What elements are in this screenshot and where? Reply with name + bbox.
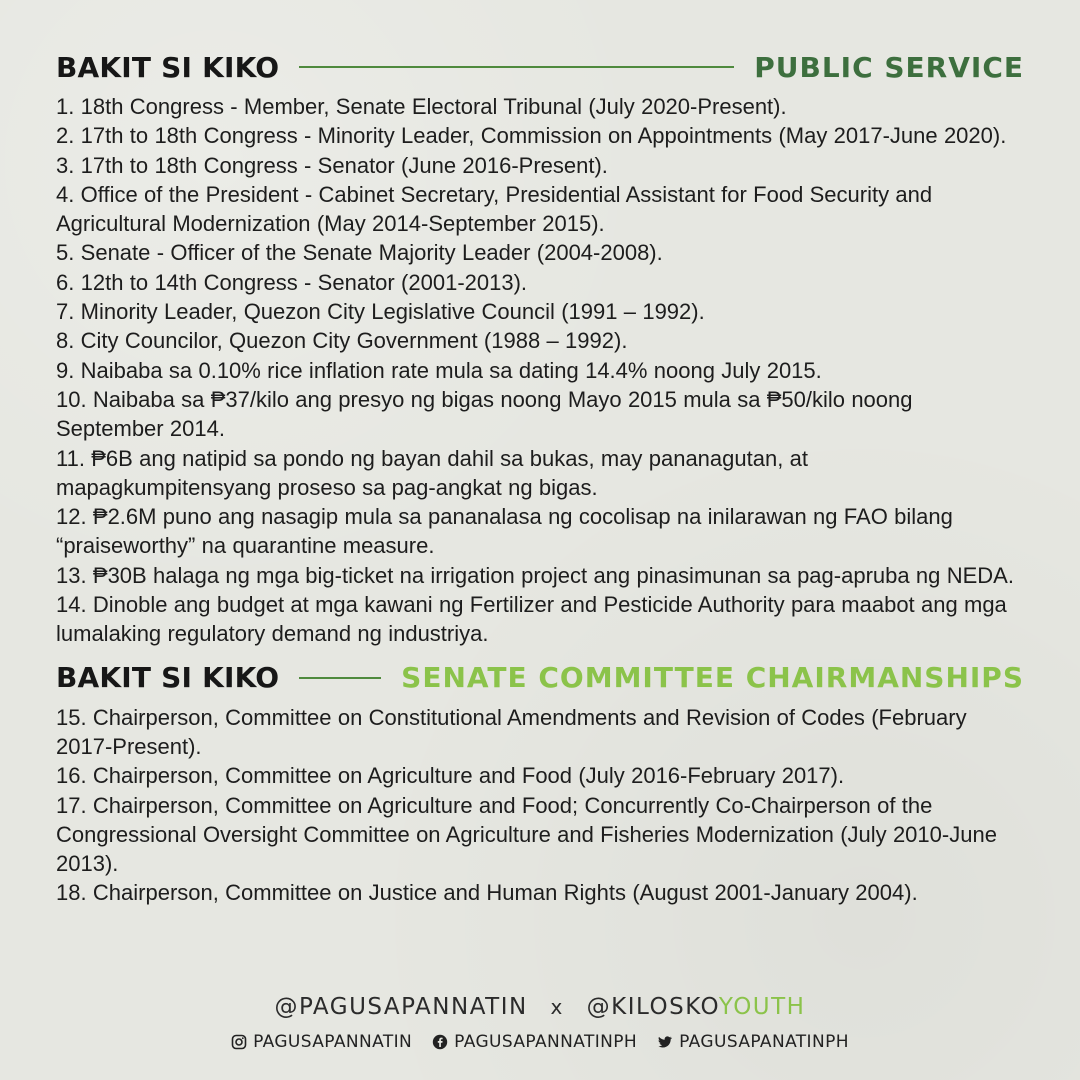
kiloskoyouth-green-text: YOUTH [718,994,806,1020]
list-item: 12. ₱2.6M puno ang nasagip mula sa pananalasa ng cocolisap na inilarawan ng FAO bilang “praiseworthy” na quarantine measure. [56,504,953,559]
kiloskoyouth-handle[interactable] [587,994,806,1020]
pagusapannatin-handle[interactable]: @PAGUSAPANNATIN [274,994,528,1020]
list-item: 14. Dinoble ang budget at mga kawani ng Fertilizer and Pesticide Authority para maabot ang mga lumalaking regulatory demand ng industriya. [56,592,1007,647]
list-item: 5. Senate - Officer of the Senate Majority Leader (2004-2008). [56,240,663,266]
list-item: 3. 17th to 18th Congress - Senator (June 2016-Present). [56,152,608,178]
social-links [0,1032,1080,1052]
footer [0,992,1080,1052]
header-divider-line [299,66,734,68]
facebook-icon [432,1034,448,1050]
facebook-label: PAGUSAPANNATINPH [454,1032,638,1052]
list-item: 4. Office of the President - Cabinet Secretary, Presidential Assistant for Food Security and Agricultural Modernization (May 2014-September 2015). [56,181,933,237]
list-item: 10. Naibaba sa ₱37/kilo ang presyo ng bigas noong Mayo 2015 mula sa ₱50/kilo noong September 2014. [56,386,913,442]
list-item: 13. ₱30B halaga ng mga big-ticket na irrigation project ang pinasimunan sa pag-apruba ng NEDA. [56,562,1014,588]
list-item: 8. City Councilor, Quezon City Government (1988 – 1992). [56,328,628,354]
instagram-link[interactable] [231,1032,412,1052]
section-left-heading: BAKIT SI KIKO [56,50,280,84]
twitter-link[interactable] [657,1032,849,1052]
list-item: 7. Minority Leader, Quezon City Legislative Council (1991 – 1992). [56,299,705,325]
list-item: 6. 12th to 14th Congress - Senator (2001-2013). [56,269,528,295]
kiloskoyouth-dark-text: KILOSKO [611,994,719,1020]
list-item: 1. 18th Congress - Member, Senate Electoral Tribunal (July 2020-Present). [56,94,787,119]
section-left-heading: BAKIT SI KIKO [56,661,280,695]
header-divider-line [299,677,381,679]
list-item: 15. Chairperson, Committee on Constitutional Amendments and Revision of Codes (February 2017-Present). [56,704,967,759]
facebook-link[interactable] [432,1032,637,1052]
list-item: 9. Naibaba sa 0.10% rice inflation rate mula sa dating 14.4% noong July 2015. [56,357,822,383]
twitter-icon [657,1034,673,1050]
list-item: 17. Chairperson, Committee on Agriculture and Food; Concurrently Co-Chairperson of the Congressional Oversight Committee on Agriculture and Fisheries Modernization (July 2010-June 2013). [56,792,997,877]
committee-header [56,659,1024,697]
public-service-list [56,92,1024,649]
kiloskoyouth-prefix: @ [586,994,612,1020]
twitter-label: PAGUSAPANATINPH [679,1032,849,1052]
public-service-header [56,48,1024,86]
instagram-label: PAGUSAPANNATIN [253,1032,413,1052]
instagram-icon [231,1034,247,1050]
list-item: 2. 17th to 18th Congress - Minority Leader, Commission on Appointments (May 2017-June 2020). [56,123,1007,149]
handles-line [0,992,1080,1022]
list-item: 16. Chairperson, Committee on Agriculture and Food (July 2016-February 2017). [56,763,845,789]
committee-list [56,703,1024,908]
section-right-heading: PUBLIC SERVICE [754,50,1024,84]
separator-x: x [550,995,564,1019]
list-item: 18. Chairperson, Committee on Justice and Human Rights (August 2001-January 2004). [56,880,918,906]
section-right-heading: SENATE COMMITTEE CHAIRMANSHIPS [401,661,1024,695]
list-item: 11. ₱6B ang natipid sa pondo ng bayan dahil sa bukas, may pananagutan, at mapagkumpitensyang proseso sa pag-angkat ng bigas. [56,445,808,500]
section-spacer [56,649,1024,659]
